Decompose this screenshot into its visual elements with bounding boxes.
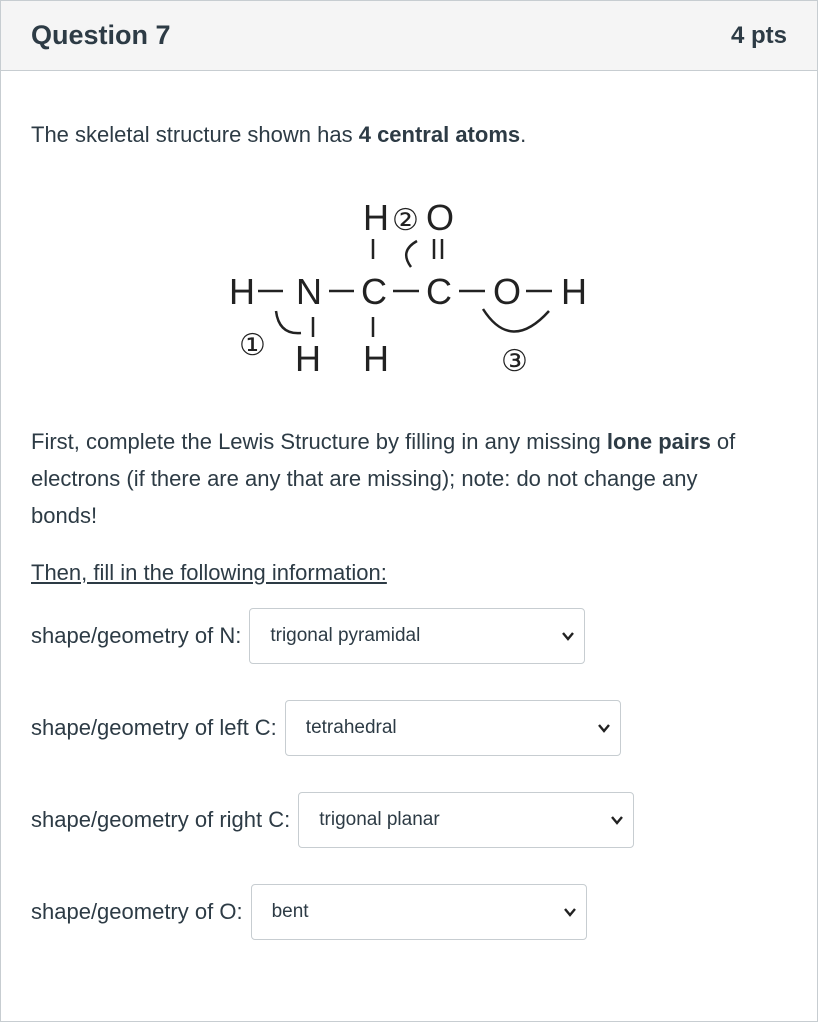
question-header: [1, 1, 817, 71]
instructions-text: [31, 423, 751, 534]
field-label-n: shape/geometry of N:: [31, 623, 242, 648]
field-row-right-c: [31, 792, 634, 848]
question-points: 4 pts: [730, 21, 787, 49]
field-row-left-c: [31, 700, 621, 756]
field-label-left-c: shape/geometry of left C:: [31, 715, 277, 740]
atom-c-left: C: [361, 271, 387, 312]
atom-o-single: O: [493, 271, 522, 312]
intro-prefix: The skeletal structure shown has: [31, 122, 359, 147]
instructions-part2: of electrons (if there are any that are missing); note: do not change any bonds!: [31, 429, 736, 528]
atom-h-bottom-2: H: [363, 338, 389, 379]
atom-h-right: H: [561, 271, 587, 312]
field-label-o: shape/geometry of O:: [31, 899, 243, 924]
atom-c-right: C: [426, 271, 452, 312]
select-value-n: trigonal pyramidal: [270, 625, 421, 646]
geometry-select-right-c[interactable]: [298, 792, 634, 848]
arc-three: [483, 309, 549, 332]
chevron-down-icon: [562, 904, 578, 920]
atom-h-bottom-1: H: [295, 338, 321, 379]
marker-one: ①: [239, 329, 266, 362]
intro-bold: 4 central atoms: [358, 122, 521, 147]
chevron-down-icon: [596, 720, 612, 736]
atom-n: N: [296, 271, 322, 312]
geometry-select-o[interactable]: [251, 884, 587, 940]
field-label-right-c: shape/geometry of right C:: [31, 807, 291, 832]
chevron-down-icon: [560, 628, 576, 644]
select-value-o: bent: [271, 901, 309, 922]
geometry-select-n[interactable]: [249, 608, 585, 664]
select-value-right-c: trigonal planar: [319, 809, 440, 830]
geometry-select-left-c[interactable]: [285, 700, 621, 756]
arc-one: [276, 311, 301, 333]
instructions-bold: lone pairs: [606, 429, 711, 454]
field-row-o: [31, 884, 587, 940]
atom-o-double: O: [426, 197, 455, 238]
intro-suffix: .: [520, 122, 527, 147]
atom-h-top: H: [363, 197, 389, 238]
marker-two: ②: [392, 204, 419, 237]
then-text: Then, fill in the following information:: [31, 560, 387, 585]
arc-two: [406, 241, 417, 267]
atom-h-left: H: [229, 271, 255, 312]
question-title: Question 7: [31, 20, 171, 50]
lewis-structure-diagram: [221, 193, 611, 383]
marker-three: ③: [501, 345, 528, 378]
field-row-n: [31, 608, 585, 664]
intro-text: [31, 116, 526, 153]
chevron-down-icon: [609, 812, 625, 828]
instructions-part1: First, complete the Lewis Structure by filling in any missing: [31, 429, 607, 454]
select-value-left-c: tetrahedral: [305, 717, 397, 738]
